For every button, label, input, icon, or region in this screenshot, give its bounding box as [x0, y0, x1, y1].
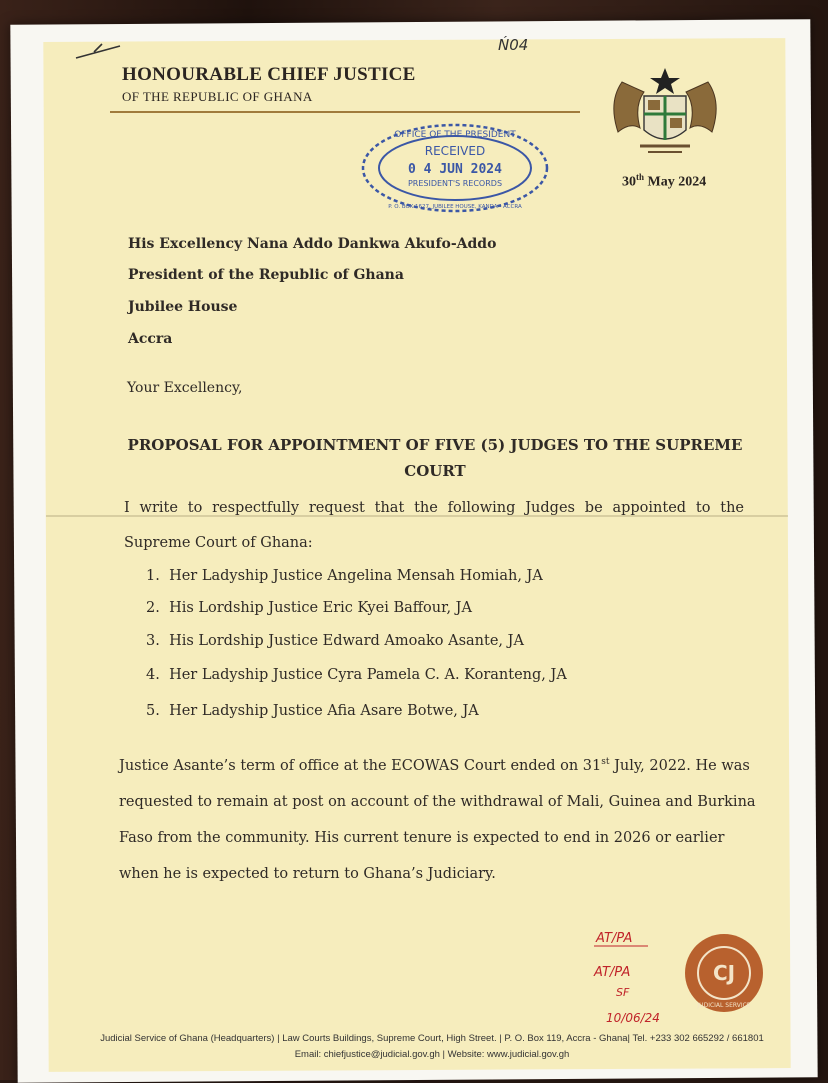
stamp-received-label: RECEIVED	[424, 144, 486, 158]
pen-tick-mark	[74, 42, 124, 62]
svg-text:JUDICIAL SERVICE: JUDICIAL SERVICE	[697, 1002, 751, 1009]
stamp-records-label: PRESIDENT'S RECORDS	[407, 179, 503, 188]
letterhead-rule	[110, 111, 580, 113]
intro-line-1: I write to respectfully request that the following Judges be appointed to the	[124, 500, 744, 516]
subject-heading: PROPOSAL FOR APPOINTMENT OF FIVE (5) JUDGES TO THE SUPREME COURT	[127, 436, 743, 480]
stamp-ring-bottom: P. O. BOX 1627, JUBILEE HOUSE, KANDA - ACCRA	[388, 204, 522, 210]
handwritten-minute-notes	[588, 920, 698, 1030]
address-line-3: Jubilee House	[128, 299, 238, 315]
stamp-date: 0 4 JUN 2024	[408, 162, 502, 177]
address-line-2: President of the Republic of Ghana	[128, 267, 404, 283]
svg-text:AT/PA: AT/PA	[594, 965, 631, 980]
received-stamp	[360, 122, 550, 214]
letter-footer: Judicial Service of Ghana (Headquarters) | Law Courts Buildings, Supreme Court, High Street. | P. O. Box 119, Accra - Ghana| Tel. +233 302 665292 / 661801 Email: chiefjustice@judicial.gov.gh | Website: www.judicial.gov.gh	[100, 1033, 764, 1060]
list-item: 4. Her Ladyship Justice Cyra Pamela C. A. Koranteng, JA	[146, 667, 567, 683]
letterhead-subtitle: OF THE REPUBLIC OF GHANA	[122, 89, 313, 104]
salutation: Your Excellency,	[127, 380, 243, 396]
stamp-ring-top: OFFICE OF THE PRESIDENT	[394, 130, 516, 140]
ghana-coat-of-arms-icon	[600, 62, 730, 162]
judicial-service-seal-icon	[684, 933, 764, 1013]
letter-date: 30th May 2024	[622, 172, 707, 190]
list-item: 1. Her Ladyship Justice Angelina Mensah Homiah, JA	[146, 568, 543, 584]
body-paragraph: Justice Asante’s term of office at the ECOWAS Court ended on 31st July, 2022. He was requested to remain at post on account of the withdrawal of Mali, Guinea and Burkina Faso from the community. His current tenure is expected to end in 2026 or earlier when he is expected to return to Ghana’s Judiciary.	[119, 757, 756, 882]
address-line-4: Accra	[128, 331, 173, 347]
svg-text:AT/PA: AT/PA	[596, 931, 633, 946]
list-item: 5. Her Ladyship Justice Afia Asare Botwe, JA	[146, 703, 479, 719]
svg-text:CJ: CJ	[712, 961, 736, 985]
address-line-1: His Excellency Nana Addo Dankwa Akufo-Addo	[128, 236, 497, 252]
list-item: 3. His Lordship Justice Edward Amoako Asante, JA	[146, 633, 524, 649]
svg-text:10/06/24: 10/06/24	[606, 1011, 660, 1025]
list-item: 2. His Lordship Justice Eric Kyei Baffour, JA	[146, 600, 472, 616]
svg-text:SF: SF	[616, 986, 630, 999]
handwritten-reference: Ń04	[498, 36, 529, 54]
intro-line-2: Supreme Court of Ghana:	[124, 535, 313, 551]
letterhead-title: HONOURABLE CHIEF JUSTICE	[122, 64, 416, 85]
